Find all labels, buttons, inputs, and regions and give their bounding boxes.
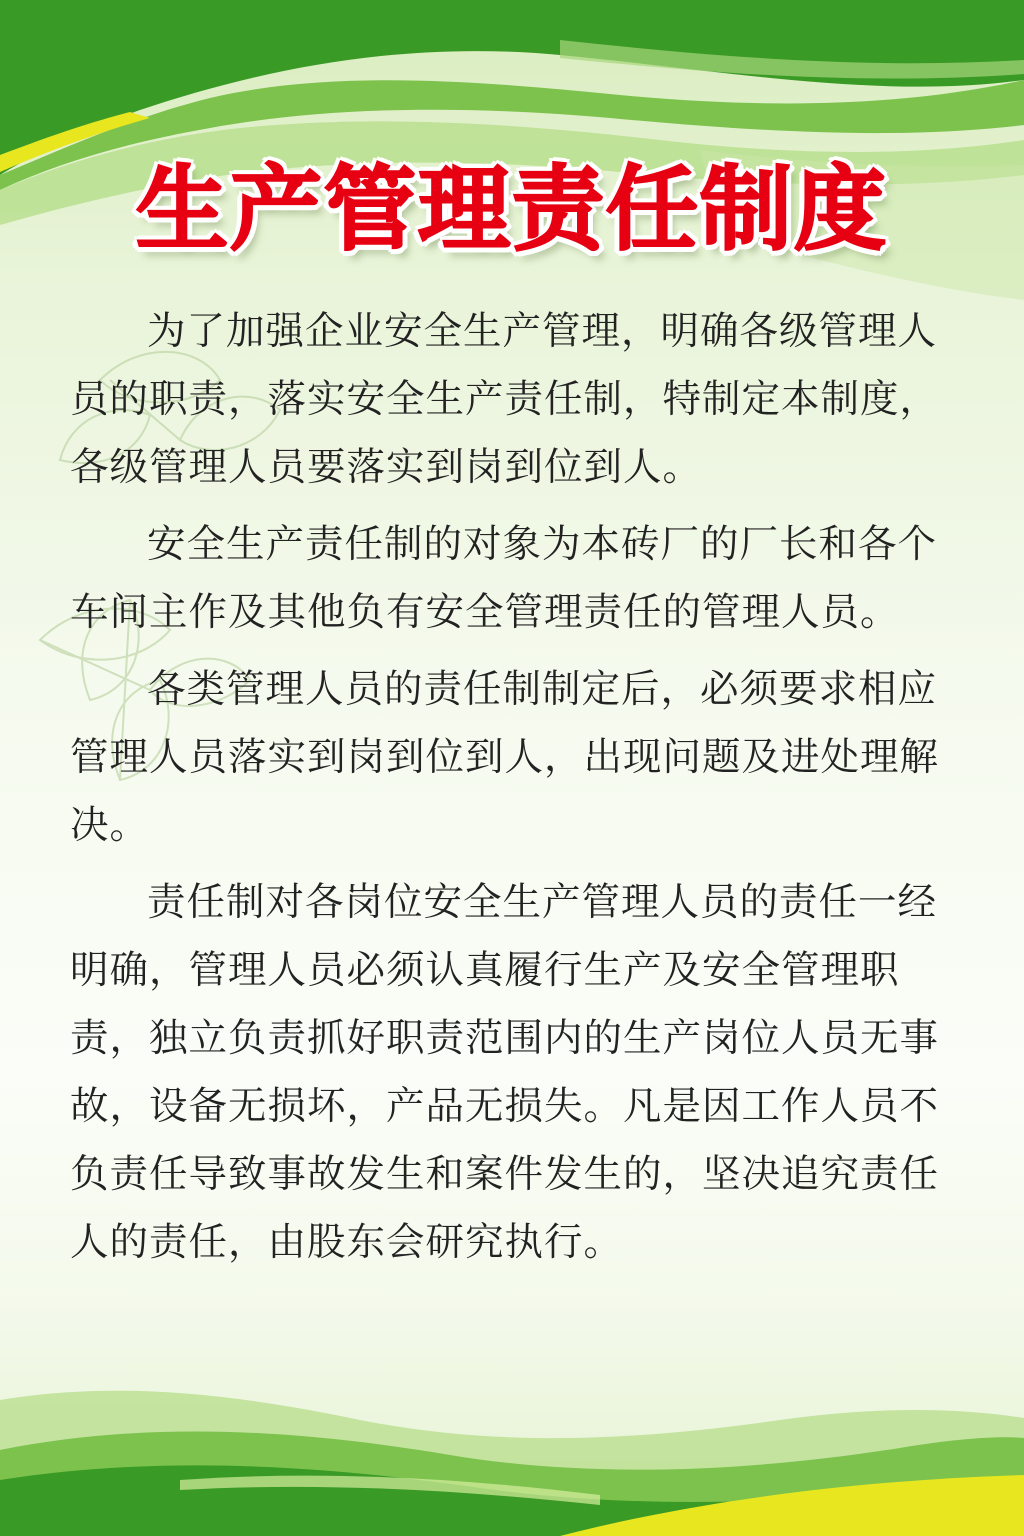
paragraph-3: 各类管理人员的责任制制定后，必须要求相应管理人员落实到岗到位到人，出现问题及进处理解决。 bbox=[70, 667, 940, 848]
paragraph-2: 安全生产责任制的对象为本砖厂的厂长和各个车间主作及其他负有安全管理责任的管理人员。 bbox=[70, 522, 938, 635]
paragraph-4: 责任制对各岗位安全生产管理人员的责任一经明确，管理人员必须认真履行生产及安全管理职责，独立负责抓好职责范围内的生产岗位人员无事故，设备无损坏，产品无损失。凡是因工作人员不负责任导致事故发生和案件发生的，坚决追究责任人的责任，由股东会研究执行。 bbox=[70, 880, 940, 1265]
poster-title: 生产管理责任制度 bbox=[135, 156, 888, 263]
paragraph-1: 为了加强企业安全生产管理，明确各级管理人员的职责，落实安全生产责任制，特制定本制度，各级管理人员要落实到岗到位到人。 bbox=[70, 309, 940, 490]
green-wave-bottom bbox=[0, 1391, 1024, 1536]
poster-body bbox=[70, 298, 944, 1286]
